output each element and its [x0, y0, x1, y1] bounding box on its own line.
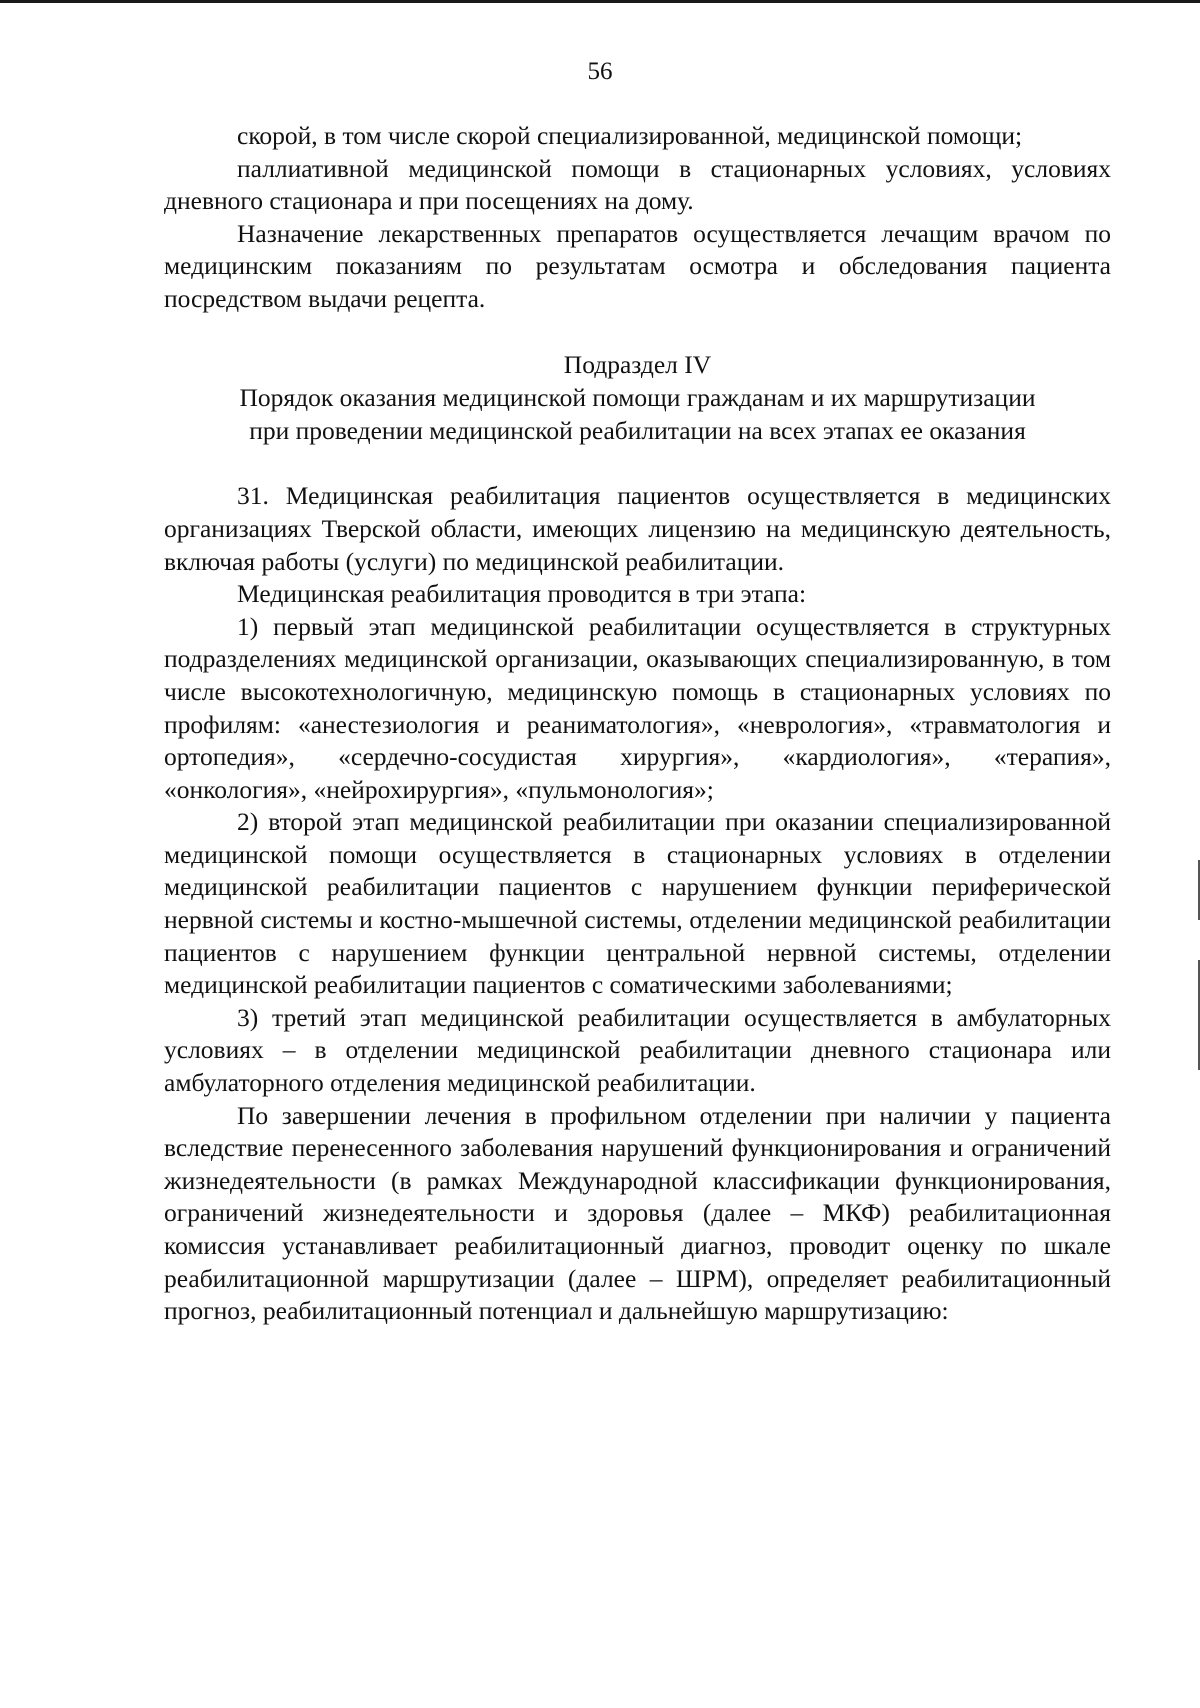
paragraph: По завершении лечения в профильном отделении при наличии у пациента вследствие перенесенного заболевания нарушений функционирования и ограничений жизнедеятельности (в рамках Международной классификации функционирования, ограничений жизнедеятельности и здоровья (далее – МКФ) реабилитационная комиссия устанавливает реабилитационный диагноз, проводит оценку по шкале реабилитационной маршрутизации (далее – ШРМ), определяет реабилитационный прогноз, реабилитационный потенциал и дальнейшую маршрутизацию: — [164, 1100, 1111, 1326]
section-title-line: Порядок оказания медицинской помощи гражданам и их маршрутизации — [239, 383, 1036, 413]
list-item: 2) второй этап медицинской реабилитации при оказании специализированной медицинской помощи осуществляется в стационарных условиях в отделении медицинской реабилитации пациентов с нарушением функции периферической нервной системы и костно-мышечной системы, отделении медицинской реабилитации пациентов с нарушением функции центральной нервной системы, отделении медицинской реабилитации пациентов с соматическими заболеваниями; — [164, 807, 1111, 1000]
section-label: Подраздел IV — [563, 349, 712, 379]
list-item: 1) первый этап медицинской реабилитации осуществляется в структурных подразделениях медицинской организации, оказывающих специализированную, в том числе высокотехнологичную, медицинскую помощь в стационарных условиях по профилям: «анестезиология и реаниматология», «неврология», «травматология и ортопедия», «сердечно-сосудистая хирургия», «кардиология», «терапия», «онкология», «нейрохирургия», «пульмонология»; — [164, 611, 1111, 804]
document-body — [164, 120, 1111, 1328]
paragraph: Назначение лекарственных препаратов осуществляется лечащим врачом по медицинским показаниям по результатам осмотра и обследования пациента посредством выдачи рецепта. — [164, 218, 1111, 313]
paragraph: 31. Медицинская реабилитация пациентов осуществляется в медицинских организациях Тверской области, имеющих лицензию на медицинскую деятельность, включая работы (услуги) по медицинской реабилитации. — [164, 481, 1111, 576]
scan-top-border — [0, 0, 1200, 3]
list-item: 3) третий этап медицинской реабилитации осуществляется в амбулаторных условиях – в отделении медицинской реабилитации дневного стационара или амбулаторного отделения медицинской реабилитации. — [164, 1002, 1111, 1098]
paragraph: паллиативной медицинской помощи в стационарных условиях, условиях дневного стационара и при посещениях на дому. — [164, 153, 1111, 216]
paragraph: скорой, в том числе скорой специализированной, медицинской помощи; — [237, 121, 1023, 150]
section-heading — [164, 349, 1111, 448]
section-title-line: при проведении медицинской реабилитации на всех этапах ее оказания — [249, 415, 1026, 445]
page-number: 56 — [587, 58, 613, 85]
paragraph: Медицинская реабилитация проводится в три этапа: — [237, 579, 807, 609]
